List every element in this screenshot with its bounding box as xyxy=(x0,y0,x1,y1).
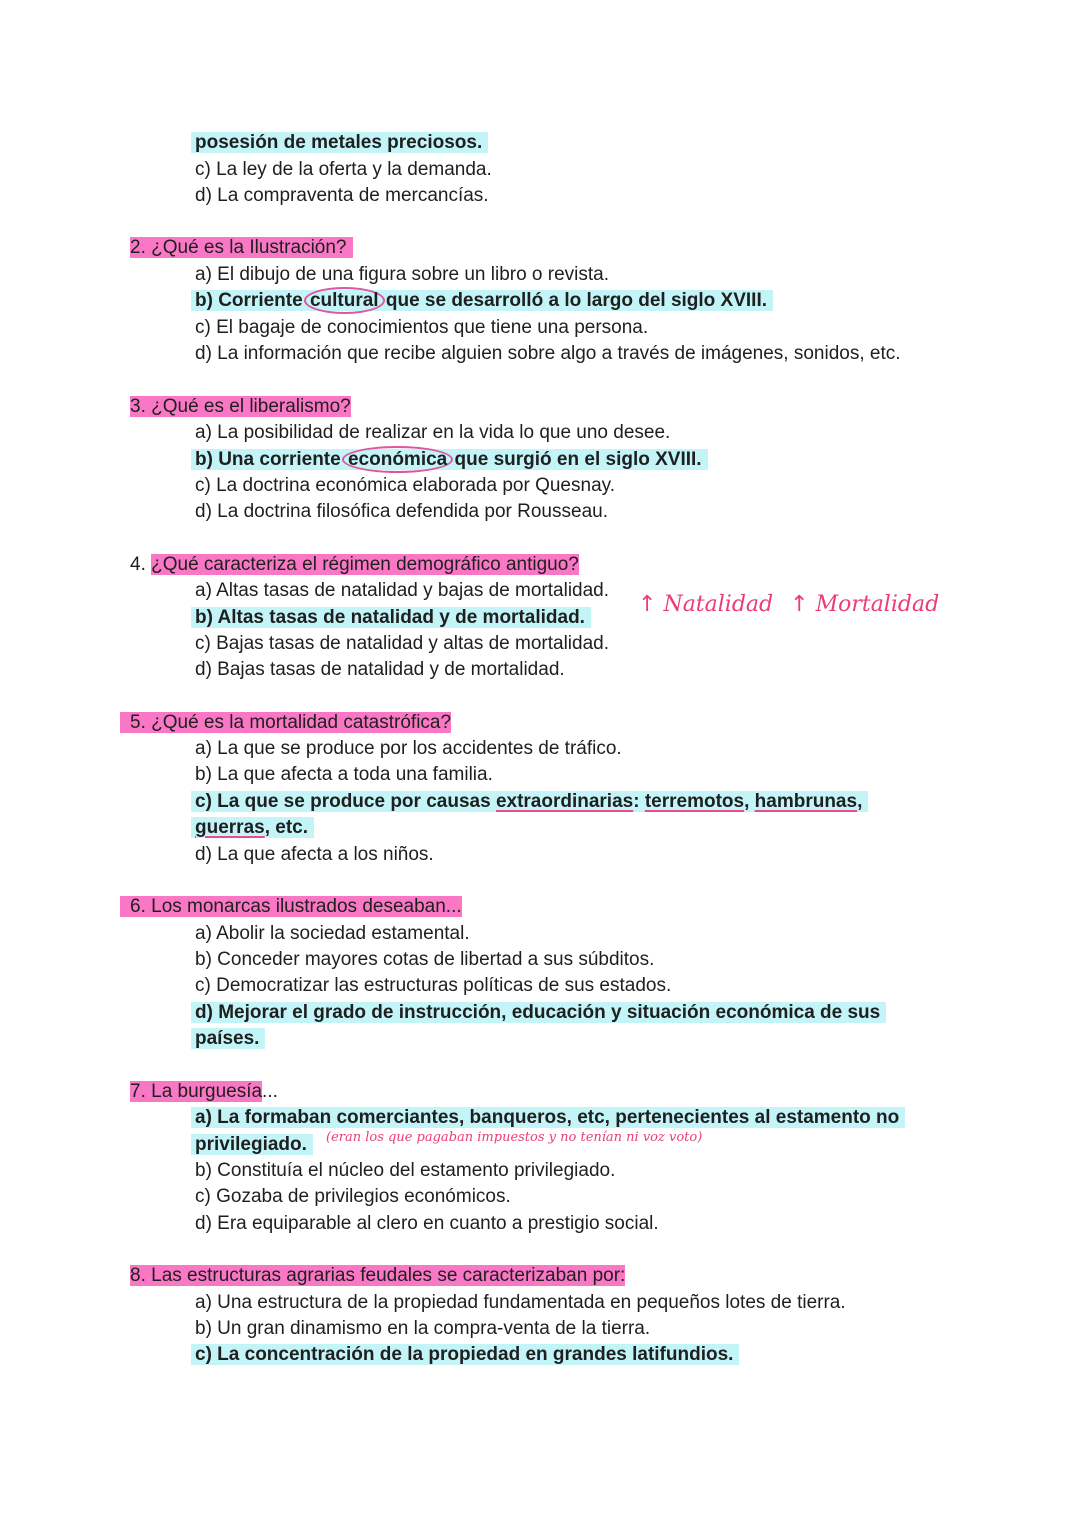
q4-answer-b: b) Altas tasas de natalidad y de mortalidad. xyxy=(195,605,591,631)
q7-answer-a: a) La formaban comerciantes, banqueros, etc, pertenecientes al estamento no xyxy=(195,1105,905,1131)
up-arrow-icon: ↑ xyxy=(790,592,809,617)
q2-answer-a: a) El dibujo de una figura sobre un libro o revista. xyxy=(195,264,610,285)
q7-answer-b: b) Constituía el núcleo del estamento privilegiado. xyxy=(195,1160,616,1181)
q6-answer-d-cont: países. xyxy=(195,1026,265,1052)
q5-answer-d: d) La que afecta a los niños. xyxy=(195,844,434,865)
q5-answer-a: a) La que se produce por los accidentes de tráfico. xyxy=(195,738,622,759)
q6-answer-d: d) Mejorar el grado de instrucción, educación y situación económica de sus xyxy=(195,1000,886,1026)
q5-answer-c-cont: guerras, etc. xyxy=(195,815,314,841)
q1-answer-b-tail: posesión de metales preciosos. xyxy=(195,130,488,156)
q8-answer-c: c) La concentración de la propiedad en grandes latifundios. xyxy=(195,1342,739,1368)
q5-answer-b: b) La que afecta a toda una familia. xyxy=(195,764,493,785)
q6-answer-c: c) Democratizar las estructuras políticas de sus estados. xyxy=(195,975,672,996)
q4-answer-d: d) Bajas tasas de natalidad y de mortalidad. xyxy=(195,659,565,680)
q3-answer-d: d) La doctrina filosófica defendida por Rousseau. xyxy=(195,501,608,522)
q3-question: 3. ¿Qué es el liberalismo? xyxy=(130,396,351,417)
q7-answer-a-cont: privilegiado. xyxy=(195,1132,313,1158)
q3-answer-a: a) La posibilidad de realizar en la vida lo que uno desee. xyxy=(195,422,671,443)
q6-answer-a: a) Abolir la sociedad estamental. xyxy=(195,923,470,944)
q4-answer-a: a) Altas tasas de natalidad y bajas de mortalidad. xyxy=(195,580,610,601)
q5-answer-c: c) La que se produce por causas extraordinarias: terremotos, hambrunas, xyxy=(195,789,868,815)
q4-question: 4. ¿Qué caracteriza el régimen demográfico antiguo? xyxy=(130,554,579,575)
q2-answer-b: b) Corriente cultural que se desarrolló a lo largo del siglo XVIII. xyxy=(195,288,773,314)
q4-handwritten-note: ↑ Natalidad ↑ Mortalidad xyxy=(638,592,940,617)
q7-handwritten-note: (eran los que pagaban impuestos y no tenían ni voz voto) xyxy=(326,1130,703,1145)
q2-answer-d: d) La información que recibe alguien sobre algo a través de imágenes, sonidos, etc. xyxy=(195,343,901,364)
up-arrow-icon: ↑ xyxy=(638,592,657,617)
q1-answer-c: c) La ley de la oferta y la demanda. xyxy=(195,159,492,180)
q3-answer-b: b) Una corriente económica que surgió en el siglo XVIII. xyxy=(195,447,708,473)
q2-circled-word: cultural xyxy=(304,287,385,314)
q7-answer-c: c) Gozaba de privilegios económicos. xyxy=(195,1186,511,1207)
q6-question: 6. Los monarcas ilustrados deseaban... xyxy=(130,894,462,920)
q8-question: 8. Las estructuras agrarias feudales se caracterizaban por: xyxy=(130,1265,626,1286)
q7-answer-d: d) Era equiparable al clero en cuanto a prestigio social. xyxy=(195,1213,659,1234)
q8-answer-a: a) Una estructura de la propiedad fundamentada en pequeños lotes de tierra. xyxy=(195,1292,846,1313)
q7-question: 7. La burguesía... xyxy=(130,1081,278,1102)
q8-answer-b: b) Un gran dinamismo en la compra-venta de la tierra. xyxy=(195,1318,651,1339)
q2-question: 2. ¿Qué es la Ilustración? xyxy=(130,235,353,261)
q6-answer-b: b) Conceder mayores cotas de libertad a sus súbditos. xyxy=(195,949,655,970)
q2-answer-c: c) El bagaje de conocimientos que tiene una persona. xyxy=(195,317,649,338)
q3-circled-word: económica xyxy=(342,446,453,473)
q1-answer-d: d) La compraventa de mercancías. xyxy=(195,185,489,206)
q5-question: 5. ¿Qué es la mortalidad catastrófica? xyxy=(130,710,451,736)
q4-answer-c: c) Bajas tasas de natalidad y altas de mortalidad. xyxy=(195,633,610,654)
q3-answer-c: c) La doctrina económica elaborada por Quesnay. xyxy=(195,475,616,496)
